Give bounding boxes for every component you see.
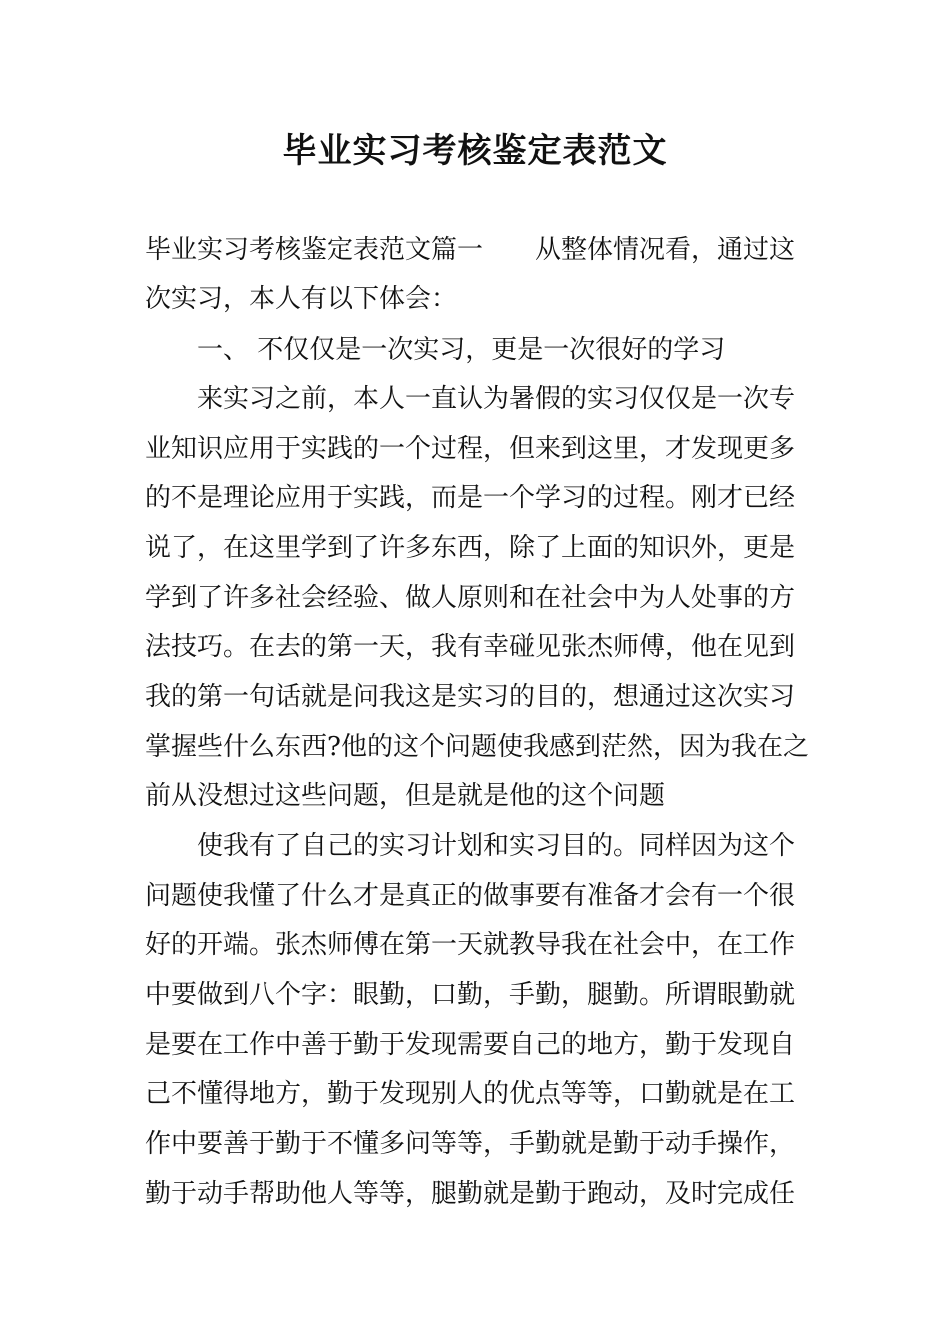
text-line-12: 前从没想过这些问题，但是就是他的这个问题 [145, 781, 666, 811]
text-line-16: 中要做到八个字：眼勤，口勤，手勤，腿勤。所谓眼勤就 [145, 980, 796, 1010]
text-line-13: 使我有了自己的实习计划和实习目的。同样因为这个 [197, 831, 796, 861]
text-line-18: 己不懂得地方，勤于发现别人的优点等等，口勤就是在工 [145, 1079, 796, 1109]
text-line-15: 好的开端。张杰师傅在第一天就教导我在社会中，在工作 [145, 930, 796, 960]
text-line-20: 勤于动手帮助他人等等，腿勤就是勤于跑动，及时完成任 [145, 1179, 796, 1209]
text-line-10: 我的第一句话就是问我这是实习的目的，想通过这次实习 [145, 682, 796, 712]
section-heading-1: 一、 不仅仅是一次实习，更是一次很好的学习 [197, 335, 726, 365]
text-line-2: 次实习，本人有以下体会： [145, 284, 458, 314]
text-line-4: 来实习之前，本人一直认为暑假的实习仅仅是一次专 [197, 384, 796, 414]
text-line-14: 问题使我懂了什么才是真正的做事要有准备才会有一个很 [145, 881, 796, 911]
text-line-8: 学到了许多社会经验、做人原则和在社会中为人处事的方 [145, 583, 796, 613]
text-line-1: 毕业实习考核鉴定表范文篇一 从整体情况看，通过这 [145, 235, 796, 265]
text-line-7: 说了，在这里学到了许多东西，除了上面的知识外，更是 [145, 533, 796, 563]
text-line-19: 作中要善于勤于不懂多问等等，手勤就是勤于动手操作， [145, 1129, 796, 1159]
document-title: 毕业实习考核鉴定表范文 [282, 131, 668, 171]
text-line-6: 的不是理论应用于实践，而是一个学习的过程。刚才已经 [145, 483, 796, 513]
text-line-5: 业知识应用于实践的一个过程，但来到这里，才发现更多 [145, 434, 796, 464]
text-line-9: 法技巧。在去的第一天，我有幸碰见张杰师傅，他在见到 [145, 632, 796, 662]
text-line-11: 掌握些什么东西?他的这个问题使我感到茫然，因为我在之 [145, 732, 809, 762]
text-line-17: 是要在工作中善于勤于发现需要自己的地方，勤于发现自 [145, 1030, 796, 1060]
